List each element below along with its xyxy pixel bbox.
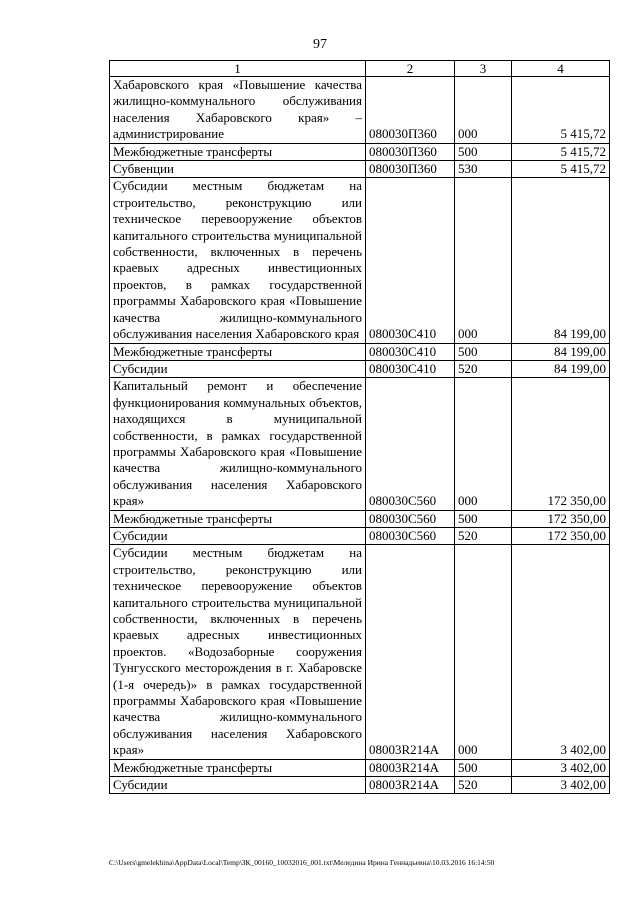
row-amount: 84 199,00 (512, 343, 610, 360)
row-description: Капитальный ремонт и обеспечение функционирования коммунальных объектов, находящихся в муниципальной собственности, в рамках государственной программы Хабаровского края «Повышение качества жилищно-коммунального обслуживания населения Хабаровского края» (110, 378, 366, 510)
document-path-footer: C:\Users\gmelekhina\AppData\Local\Temp\ЗК_00160_10032016_001.txt\Меледина Ирина Геннадьевна\10.03.2016 16:14:50 (109, 858, 495, 867)
row-expense-type: 000 (455, 545, 512, 759)
table-header-row (110, 61, 610, 77)
row-expense-type: 000 (455, 178, 512, 343)
row-target-code: 080030С410 (366, 178, 455, 343)
row-expense-type: 500 (455, 143, 512, 160)
row-amount: 5 415,72 (512, 77, 610, 144)
row-expense-type: 500 (455, 759, 512, 776)
table-row (110, 510, 610, 527)
table-row (110, 178, 610, 343)
row-expense-type: 520 (455, 527, 512, 544)
row-amount: 172 350,00 (512, 378, 610, 510)
row-target-code: 080030П360 (366, 161, 455, 178)
table-row (110, 343, 610, 360)
row-amount: 3 402,00 (512, 545, 610, 759)
row-description: Межбюджетные трансферты (110, 143, 366, 160)
header-cell-1: 1 (110, 61, 366, 77)
row-description: Хабаровского края «Повышение качества жилищно-коммунального обслуживания населения Хабаровского края» – администрирование (110, 77, 366, 144)
row-expense-type: 000 (455, 77, 512, 144)
table-row (110, 360, 610, 377)
row-expense-type: 520 (455, 777, 512, 794)
row-expense-type: 000 (455, 378, 512, 510)
row-amount: 172 350,00 (512, 510, 610, 527)
budget-table (109, 60, 610, 794)
row-amount: 84 199,00 (512, 360, 610, 377)
row-description: Межбюджетные трансферты (110, 510, 366, 527)
table-row (110, 759, 610, 776)
row-target-code: 080030С560 (366, 527, 455, 544)
row-description: Межбюджетные трансферты (110, 759, 366, 776)
row-target-code: 080030П360 (366, 143, 455, 160)
row-amount: 5 415,72 (512, 161, 610, 178)
row-description: Межбюджетные трансферты (110, 343, 366, 360)
row-expense-type: 520 (455, 360, 512, 377)
row-target-code: 080030С410 (366, 343, 455, 360)
row-description: Субсидии (110, 360, 366, 377)
row-amount: 172 350,00 (512, 527, 610, 544)
page-number: 97 (313, 37, 327, 52)
table-row (110, 161, 610, 178)
header-cell-2: 2 (366, 61, 455, 77)
row-description: Субсидии местным бюджетам на строительство, реконструкцию или техническое перевооружение объектов капитального строительства муниципальной собственности, включенных в перечень краевых адресных инвестиционных проектов, в рамках государственной программы Хабаровского края «Повышение качества жилищно-коммунального обслуживания населения Хабаровского края (110, 178, 366, 343)
table-row (110, 777, 610, 794)
row-target-code: 080030С560 (366, 510, 455, 527)
header-cell-3: 3 (455, 61, 512, 77)
row-expense-type: 530 (455, 161, 512, 178)
row-amount: 3 402,00 (512, 759, 610, 776)
row-description: Субсидии (110, 777, 366, 794)
row-target-code: 08003R214A (366, 759, 455, 776)
row-target-code: 080030П360 (366, 77, 455, 144)
table-row (110, 378, 610, 510)
table-row (110, 143, 610, 160)
row-amount: 5 415,72 (512, 143, 610, 160)
row-amount: 84 199,00 (512, 178, 610, 343)
table-row (110, 545, 610, 759)
row-target-code: 08003R214A (366, 777, 455, 794)
row-amount: 3 402,00 (512, 777, 610, 794)
row-expense-type: 500 (455, 510, 512, 527)
row-expense-type: 500 (455, 343, 512, 360)
row-target-code: 08003R214A (366, 545, 455, 759)
header-cell-4: 4 (512, 61, 610, 77)
row-description: Субвенции (110, 161, 366, 178)
row-target-code: 080030С410 (366, 360, 455, 377)
table-row (110, 527, 610, 544)
row-description: Субсидии (110, 527, 366, 544)
row-description: Субсидии местным бюджетам на строительство, реконструкцию или техническое перевооружение объектов капитального строительства муниципальной собственности, включенных в перечень краевых адресных инвестиционных проектов. «Водозаборные сооружения Тунгусского месторождения в г. Хабаровске (1-я очередь)» в рамках государственной программы Хабаровского края «Повышение качества жилищно-коммунального обслуживания населения Хабаровского края» (110, 545, 366, 759)
table-row (110, 77, 610, 144)
row-target-code: 080030С560 (366, 378, 455, 510)
